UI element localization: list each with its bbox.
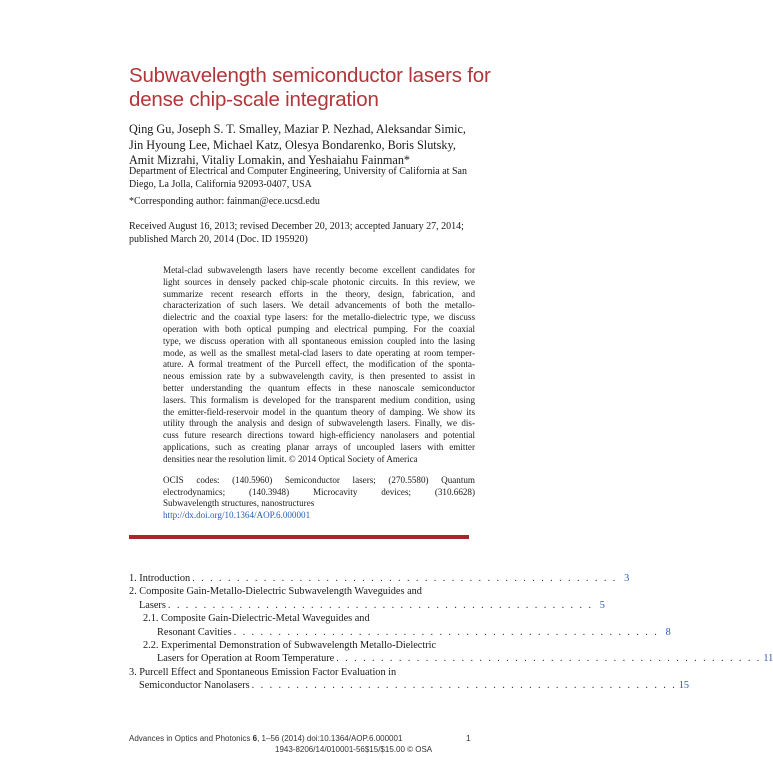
toc-label: 2.1. Composite Gain-Dielectric-Metal Waveguides and [143,613,370,625]
toc-page[interactable]: 15 [678,680,690,692]
corresponding-author: *Corresponding author: fainman@ece.ucsd.edu [129,196,320,207]
toc-label: Resonant Cavities [157,626,232,638]
abstract-line: Metal-clad subwavelength lasers have recently become excellent candidates for [163,265,475,275]
ocis-codes [163,475,475,521]
footer-issn: 1943-8206/14/010001-56$15/$15.00 © OSA [275,745,433,754]
toc-page[interactable]: 8 [665,626,671,638]
toc-label: 3. Purcell Effect and Spontaneous Emission Factor Evaluation in [129,666,397,678]
abstract-line: operation with both optical pumping and electrical pumping. For the coaxial [163,323,475,334]
affiliation: Department of Electrical and Computer Engineering, University of California at San Diego, La Jolla, California 92093-0407, USA [129,166,467,190]
footer-volume: 6 [252,734,258,743]
abstract-line: better understanding the quantum effects in these nanoscale semiconductor [163,382,475,393]
title-line-1: Subwavelength semiconductor lasers for [129,64,491,87]
abstract [163,265,475,466]
received-dates: Received August 16, 2013; revised December 20, 2013; accepted January 27, 2014; published March 20, 2014 (Doc. ID 195920) [129,221,464,245]
footer-citation: , 1–56 (2014) doi:10.1364/AOP.6.000001 [257,734,403,743]
abstract-line: summarize recent research efforts in the theory, design, fabrication, and [163,288,475,299]
toc-label: 1. Introduction [129,573,191,584]
abstract-line: mode, as well as the smallest metal-clad lasers to date operating at room temper- [163,347,475,358]
section-divider [129,535,469,539]
toc-entry-section-3[interactable] [129,666,471,679]
article-title [129,64,529,112]
toc-leader: . . . . . . . . . . . . . . . . . . . . . . . . . . . . . . . . . . . . . . . . . . . . . . . . [167,599,593,611]
ocis-line: Subwavelength structures, nanostructures [163,498,315,509]
toc-leader: . . . . . . . . . . . . . . . . . . . . . . . . . . . . . . . . . . . . . . . . . . . . . . . . [251,680,677,692]
abstract-line: cuss future research directions toward high-efficiency nanolasers and potential [163,430,475,441]
toc-entry-introduction[interactable] [129,572,630,585]
toc-entry-section-2-2-cont[interactable] [129,652,773,665]
abstract-line: dielectric and the coaxial type lasers: for the metallo-dielectric type, we discuss [163,312,475,323]
toc-page[interactable]: 5 [599,599,605,611]
toc-entry-section-2[interactable] [129,585,471,598]
toc-label: 2. Composite Gain-Metallo-Dielectric Subwavelength Waveguides and [129,586,422,598]
abstract-line: applications, such as creating planar arrays of uncoupled lasers with emitter [163,441,475,452]
abstract-line: densities near the resolution limit. © 2014 Optical Society of America [163,453,418,464]
toc-page[interactable]: 11 [763,653,773,665]
toc-label: Lasers [139,599,166,611]
toc-entry-section-2-2[interactable] [129,639,471,652]
abstract-line: light sources in densely packed chip-scale photonic circuits. In this review, we [163,276,475,287]
toc-label: 2.2. Experimental Demonstration of Subwavelength Metallo-Dielectric [143,640,437,652]
abstract-line: characterization of such lasers. We detail advancements of both the metallo- [163,300,475,311]
abstract-line: neous emission rate by a subwavelength cavity, is then presented to assist in [163,371,475,382]
toc-entry-section-2-1-cont[interactable] [129,626,671,639]
abstract-line: ature. A formal treatment of the Purcell effect, the modification of the sponta- [163,359,475,370]
toc-leader: . . . . . . . . . . . . . . . . . . . . . . . . . . . . . . . . . . . . . . . . . . . . . . . . [192,573,618,584]
abstract-line: lasers. This formalism is developed for the transparent medium condition, using [163,394,475,405]
footer-journal: Advances in Optics and Photonics [129,734,251,743]
toc-entry-section-2-1[interactable] [129,612,471,625]
abstract-line: the emitter-field-reservoir model in the quantum theory of damping. We show its [163,406,475,417]
abstract-line: utility through the analysis and design of subwavelength lasers. Finally, we dis- [163,418,475,429]
toc-leader: . . . . . . . . . . . . . . . . . . . . . . . . . . . . . . . . . . . . . . . . . . . . . . . . [336,653,762,665]
doi-link[interactable]: http://dx.doi.org/10.1364/AOP.6.000001 [163,509,311,520]
table-of-contents [129,572,773,693]
toc-entry-section-2-cont[interactable] [129,599,605,612]
journal-footer [129,733,449,755]
title-line-2: dense chip-scale integration [129,88,379,111]
toc-page[interactable]: 3 [624,573,630,584]
toc-label: Semiconductor Nanolasers [139,680,250,692]
ocis-line: OCIS codes: (140.5960) Semiconductor lasers; (270.5580) Quantum [163,475,475,485]
toc-label: Lasers for Operation at Room Temperature [157,653,335,665]
abstract-line: type, we discuss operation with all spontaneous emission coupled into the lasing [163,335,475,346]
toc-leader: . . . . . . . . . . . . . . . . . . . . . . . . . . . . . . . . . . . . . . . . . . . . . . . . [233,626,659,638]
toc-entry-section-3-cont[interactable] [129,679,690,692]
page-number: 1 [466,733,471,743]
author-list: Qing Gu, Joseph S. T. Smalley, Maziar P. Nezhad, Aleksandar Simic, Jin Hyoung Lee, Michael Katz, Olesya Bondarenko, Boris Slutsky, Amit Mizrahi, Vitaliy Lomakin, and Yeshaiahu Fainman* [129,122,466,167]
ocis-line: electrodynamics; (140.3948) Microcavity devices; (310.6628) [163,486,475,497]
